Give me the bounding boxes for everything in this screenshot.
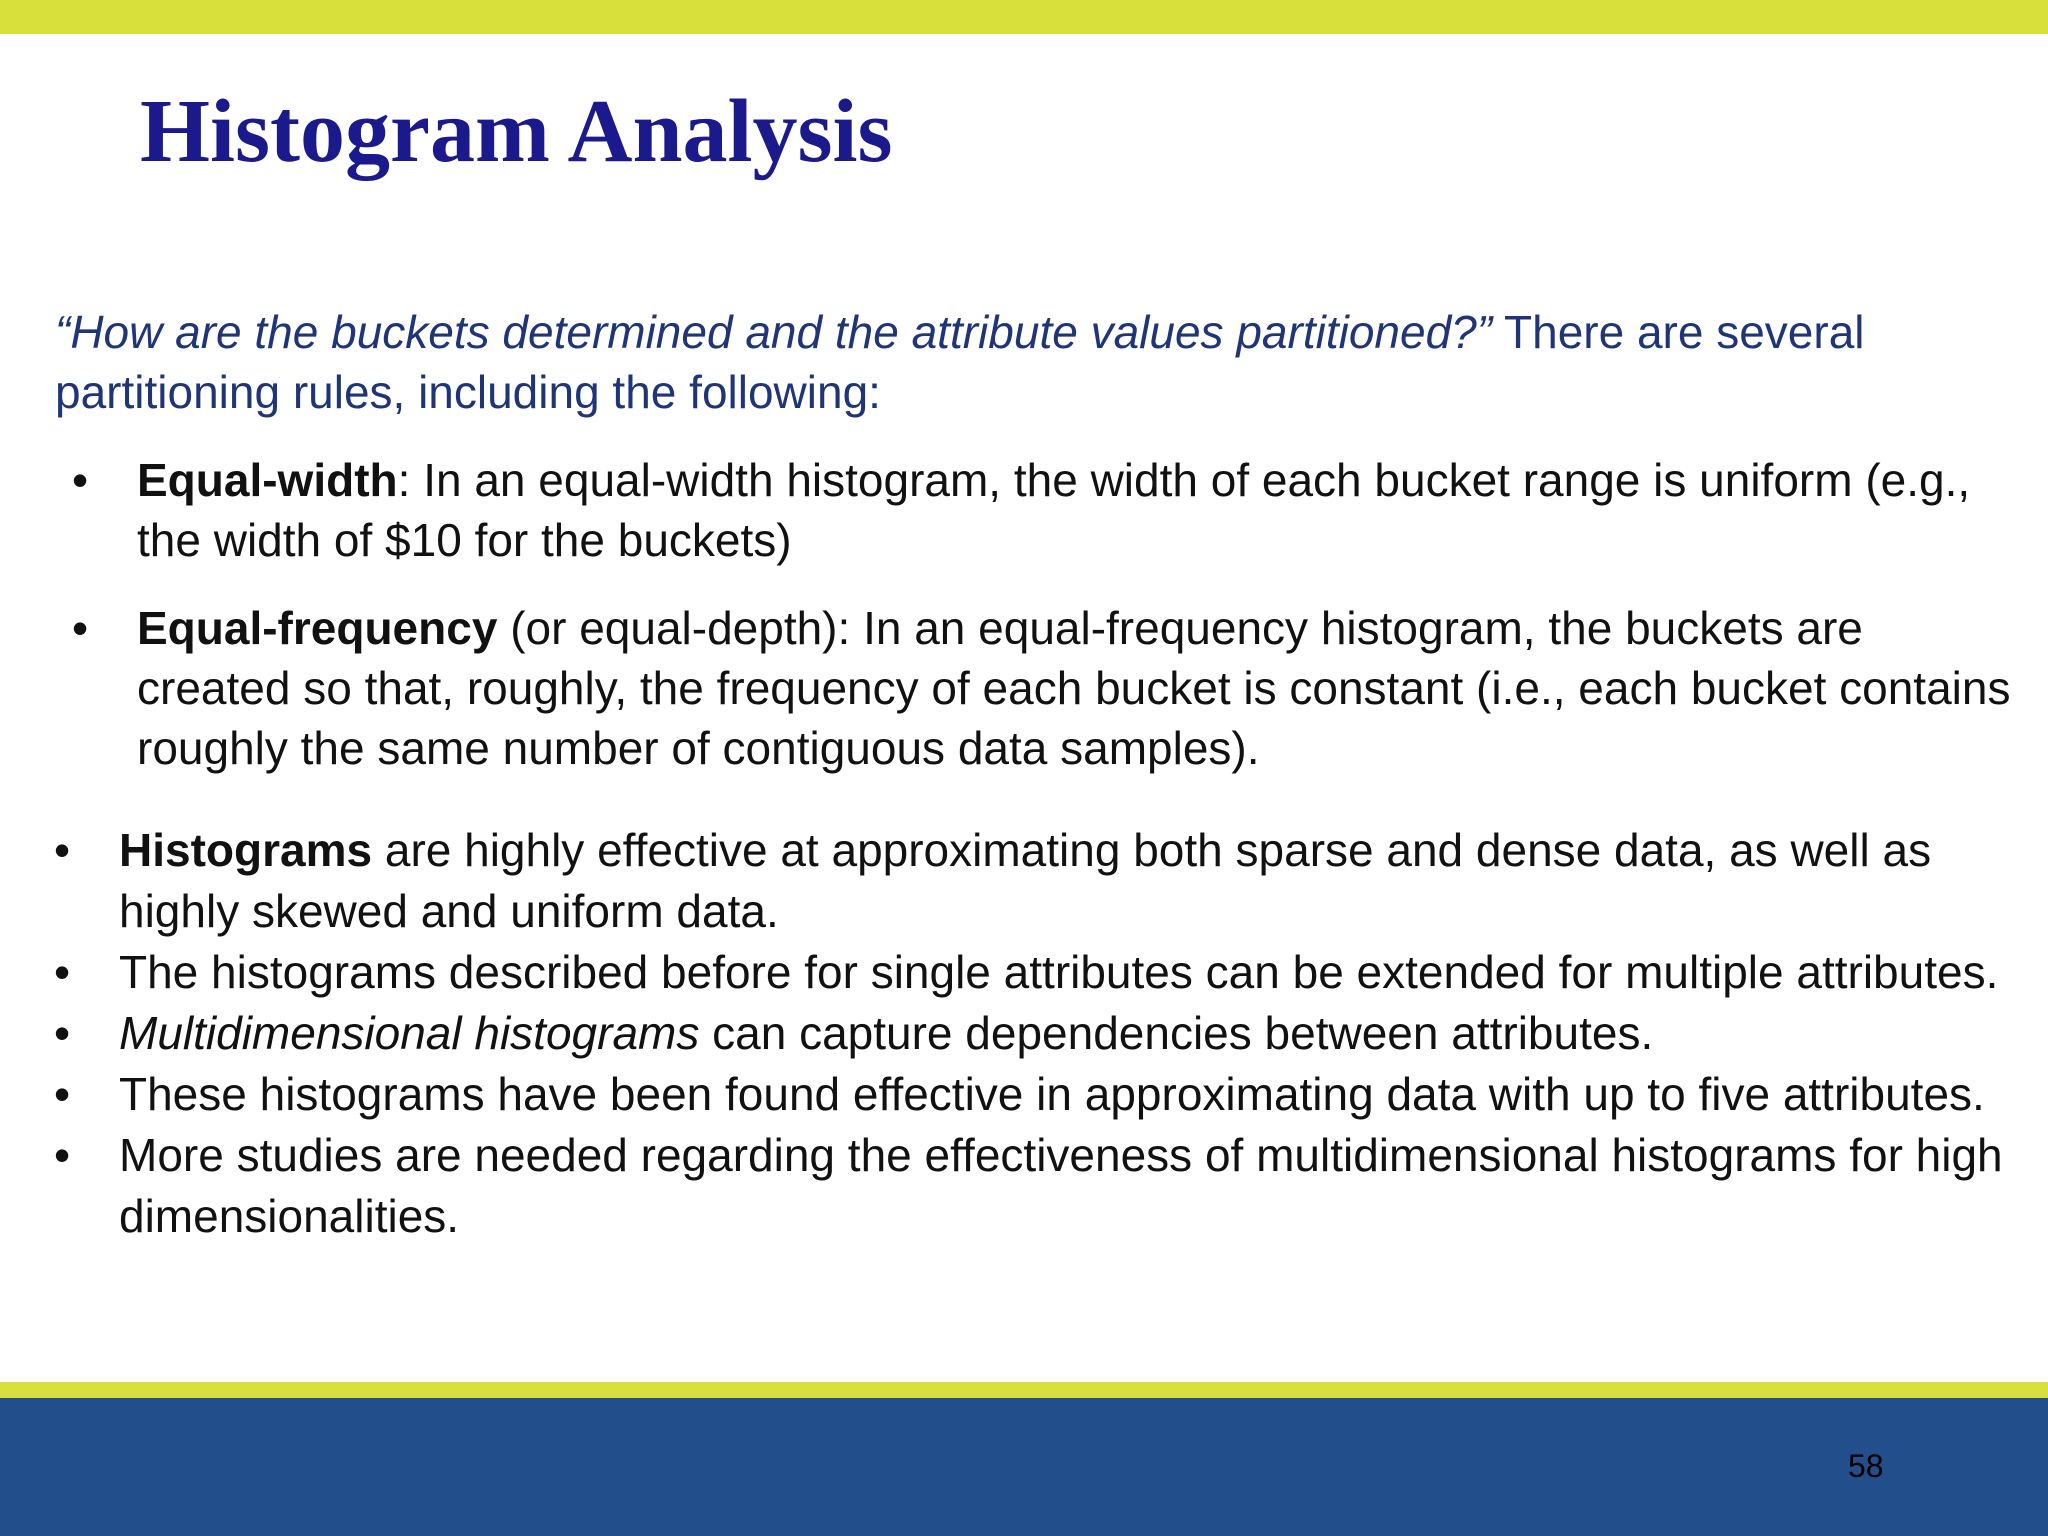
rule-term: Equal-frequency xyxy=(137,602,498,654)
bullet-icon: • xyxy=(72,454,89,506)
intro-text: There are several partitioning rules, including the following: xyxy=(55,306,1865,418)
rule-text: (or equal-depth): In an equal-frequency histogram, the buckets are created so that, roughly, the frequency of each bucket is constant (i.e., each bucket contains roughly the same number of contiguous data samples). xyxy=(137,602,2011,774)
page-number: 58 xyxy=(1848,1448,1884,1484)
intro-question: “How are the buckets determined and the attribute values partitioned?” xyxy=(55,306,1493,358)
bullet-icon: • xyxy=(54,824,71,876)
bullet-icon: • xyxy=(54,1007,71,1059)
partitioning-rules-list xyxy=(0,450,2048,806)
rule-term: Equal-width xyxy=(137,454,398,506)
point-text: can capture dependencies between attributes. xyxy=(699,1007,1654,1059)
point-italic-term: Multidimensional histograms xyxy=(119,1007,700,1059)
bullet-icon: • xyxy=(54,1129,71,1181)
point-item xyxy=(0,942,2019,1003)
rule-equal-frequency xyxy=(0,598,2017,778)
intro-paragraph xyxy=(55,302,1985,422)
rule-text: : In an equal-width histogram, the width of each bucket range is uniform (e.g., the width of $10 for the buckets) xyxy=(137,454,1971,566)
slide-title: Histogram Analysis xyxy=(140,82,893,181)
point-bold-term: Histograms xyxy=(119,824,373,876)
point-item xyxy=(0,1064,2019,1125)
point-item xyxy=(0,1003,2019,1064)
point-item xyxy=(0,1125,2019,1247)
point-text: The histograms described before for single attributes can be extended for multiple attributes. xyxy=(119,946,1999,998)
bullet-icon: • xyxy=(54,946,71,998)
top-accent-bar xyxy=(0,0,2048,34)
footer-accent-line xyxy=(0,1382,2048,1398)
point-item xyxy=(0,820,2019,942)
point-text: More studies are needed regarding the effectiveness of multidimensional histograms for high dimensionalities. xyxy=(119,1129,2003,1242)
point-text: are highly effective at approximating both sparse and dense data, as well as highly skewed and uniform data. xyxy=(119,824,1932,937)
histogram-points-list xyxy=(0,820,2048,1247)
bullet-icon: • xyxy=(72,602,89,654)
rule-equal-width xyxy=(0,450,2017,570)
bullet-icon: • xyxy=(54,1068,71,1120)
footer-bar xyxy=(0,1398,2048,1536)
point-text: These histograms have been found effective in approximating data with up to five attributes. xyxy=(119,1068,1985,1120)
